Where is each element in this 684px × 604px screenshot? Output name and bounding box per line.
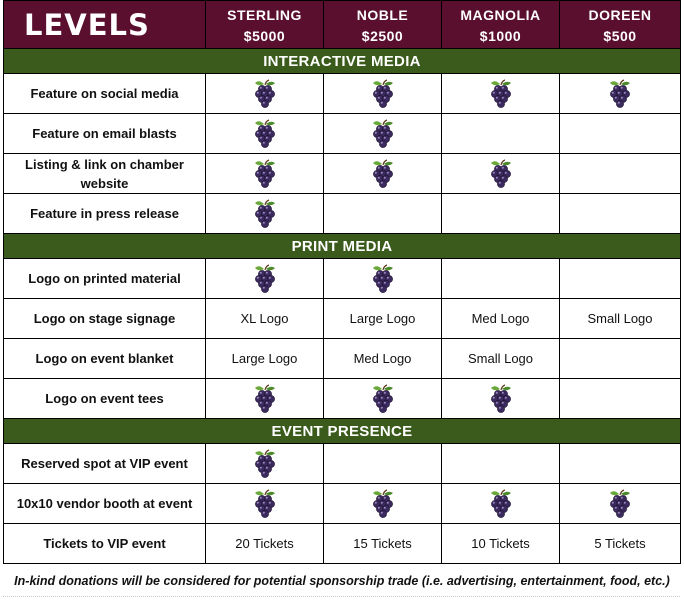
section-header-row bbox=[4, 49, 681, 74]
benefit-value-doreen: Small Logo bbox=[560, 299, 681, 339]
grape-cluster-icon bbox=[253, 119, 277, 149]
benefit-included-sterling bbox=[206, 444, 324, 484]
benefit-included-noble bbox=[324, 154, 442, 194]
grape-cluster-icon bbox=[253, 199, 277, 229]
grape-cluster-icon bbox=[489, 489, 513, 519]
grape-cluster-icon bbox=[253, 79, 277, 109]
benefit-empty-magnolia bbox=[442, 114, 560, 154]
benefit-value-noble: 15 Tickets bbox=[324, 524, 442, 564]
header-row bbox=[4, 1, 681, 49]
level-price: $1000 bbox=[479, 27, 522, 44]
grape-cluster-icon bbox=[371, 264, 395, 294]
section-title: EVENT PRESENCE bbox=[4, 419, 681, 444]
footer-divider bbox=[3, 596, 680, 597]
benefit-value-noble: Med Logo bbox=[324, 339, 442, 379]
grape-cluster-icon bbox=[371, 384, 395, 414]
benefit-empty-doreen bbox=[560, 194, 681, 234]
benefit-included-doreen bbox=[560, 74, 681, 114]
grape-cluster-icon bbox=[608, 79, 632, 109]
benefit-row bbox=[4, 379, 681, 419]
benefit-value-magnolia: Small Logo bbox=[442, 339, 560, 379]
levels-title: LEVELS bbox=[4, 1, 206, 49]
grape-cluster-icon bbox=[489, 79, 513, 109]
benefit-included-sterling bbox=[206, 259, 324, 299]
benefit-value-doreen: 5 Tickets bbox=[560, 524, 681, 564]
level-price: $2500 bbox=[361, 27, 404, 44]
benefit-included-sterling bbox=[206, 194, 324, 234]
level-magnolia bbox=[442, 1, 560, 49]
benefit-value-sterling: Large Logo bbox=[206, 339, 324, 379]
level-name: NOBLE bbox=[356, 6, 409, 23]
benefit-label: Tickets to VIP event bbox=[4, 524, 206, 564]
level-price: $500 bbox=[603, 27, 637, 44]
benefit-included-magnolia bbox=[442, 154, 560, 194]
level-noble bbox=[324, 1, 442, 49]
benefit-included-noble bbox=[324, 114, 442, 154]
benefit-label: Listing & link on chamber website bbox=[4, 154, 206, 194]
benefit-empty-doreen bbox=[560, 259, 681, 299]
benefit-row bbox=[4, 524, 681, 564]
benefit-empty-noble bbox=[324, 194, 442, 234]
benefit-empty-doreen bbox=[560, 154, 681, 194]
grape-cluster-icon bbox=[253, 159, 277, 189]
benefit-included-magnolia bbox=[442, 379, 560, 419]
grape-cluster-icon bbox=[608, 489, 632, 519]
grape-cluster-icon bbox=[371, 79, 395, 109]
benefit-row bbox=[4, 194, 681, 234]
grape-cluster-icon bbox=[489, 384, 513, 414]
benefit-value-magnolia: 10 Tickets bbox=[442, 524, 560, 564]
level-name: MAGNOLIA bbox=[460, 6, 541, 23]
benefit-label: Logo on printed material bbox=[4, 259, 206, 299]
benefit-row bbox=[4, 259, 681, 299]
benefit-row bbox=[4, 339, 681, 379]
section-header-row bbox=[4, 419, 681, 444]
benefit-label: Feature on email blasts bbox=[4, 114, 206, 154]
benefit-included-doreen bbox=[560, 484, 681, 524]
benefit-included-noble bbox=[324, 74, 442, 114]
benefit-label: Logo on event blanket bbox=[4, 339, 206, 379]
level-name: STERLING bbox=[227, 6, 302, 23]
benefit-row bbox=[4, 154, 681, 194]
benefit-empty-magnolia bbox=[442, 194, 560, 234]
benefit-row bbox=[4, 444, 681, 484]
grape-cluster-icon bbox=[371, 159, 395, 189]
grape-cluster-icon bbox=[371, 489, 395, 519]
benefit-label: Logo on stage signage bbox=[4, 299, 206, 339]
sponsorship-levels-table bbox=[3, 0, 681, 564]
benefit-label: Reserved spot at VIP event bbox=[4, 444, 206, 484]
benefit-included-magnolia bbox=[442, 484, 560, 524]
benefit-empty-doreen bbox=[560, 339, 681, 379]
benefit-included-noble bbox=[324, 484, 442, 524]
benefit-included-sterling bbox=[206, 484, 324, 524]
grape-cluster-icon bbox=[253, 489, 277, 519]
benefit-value-sterling: 20 Tickets bbox=[206, 524, 324, 564]
benefit-value-magnolia: Med Logo bbox=[442, 299, 560, 339]
level-price: $5000 bbox=[243, 27, 286, 44]
benefit-empty-magnolia bbox=[442, 444, 560, 484]
grape-cluster-icon bbox=[371, 119, 395, 149]
benefit-label: Feature in press release bbox=[4, 194, 206, 234]
benefit-label: Logo on event tees bbox=[4, 379, 206, 419]
level-sterling bbox=[206, 1, 324, 49]
benefit-included-noble bbox=[324, 259, 442, 299]
benefit-included-noble bbox=[324, 379, 442, 419]
benefit-empty-doreen bbox=[560, 379, 681, 419]
benefit-value-noble: Large Logo bbox=[324, 299, 442, 339]
benefit-row bbox=[4, 74, 681, 114]
grape-cluster-icon bbox=[253, 449, 277, 479]
benefit-row bbox=[4, 484, 681, 524]
grape-cluster-icon bbox=[253, 384, 277, 414]
benefit-included-sterling bbox=[206, 74, 324, 114]
benefit-empty-magnolia bbox=[442, 259, 560, 299]
footer-note: In-kind donations will be considered for potential sponsorship trade (i.e. advertising, entertainment, food, etc.) bbox=[14, 574, 670, 588]
section-header-row bbox=[4, 234, 681, 259]
benefit-included-sterling bbox=[206, 379, 324, 419]
benefit-label: Feature on social media bbox=[4, 74, 206, 114]
benefit-row bbox=[4, 299, 681, 339]
benefit-included-sterling bbox=[206, 154, 324, 194]
benefit-empty-doreen bbox=[560, 114, 681, 154]
section-title: INTERACTIVE MEDIA bbox=[4, 49, 681, 74]
benefit-label: 10x10 vendor booth at event bbox=[4, 484, 206, 524]
benefit-empty-doreen bbox=[560, 444, 681, 484]
grape-cluster-icon bbox=[489, 159, 513, 189]
level-doreen bbox=[560, 1, 681, 49]
level-name: DOREEN bbox=[588, 6, 652, 23]
section-title: PRINT MEDIA bbox=[4, 234, 681, 259]
benefit-included-sterling bbox=[206, 114, 324, 154]
grape-cluster-icon bbox=[253, 264, 277, 294]
benefit-row bbox=[4, 114, 681, 154]
benefit-included-magnolia bbox=[442, 74, 560, 114]
benefit-empty-noble bbox=[324, 444, 442, 484]
benefit-value-sterling: XL Logo bbox=[206, 299, 324, 339]
